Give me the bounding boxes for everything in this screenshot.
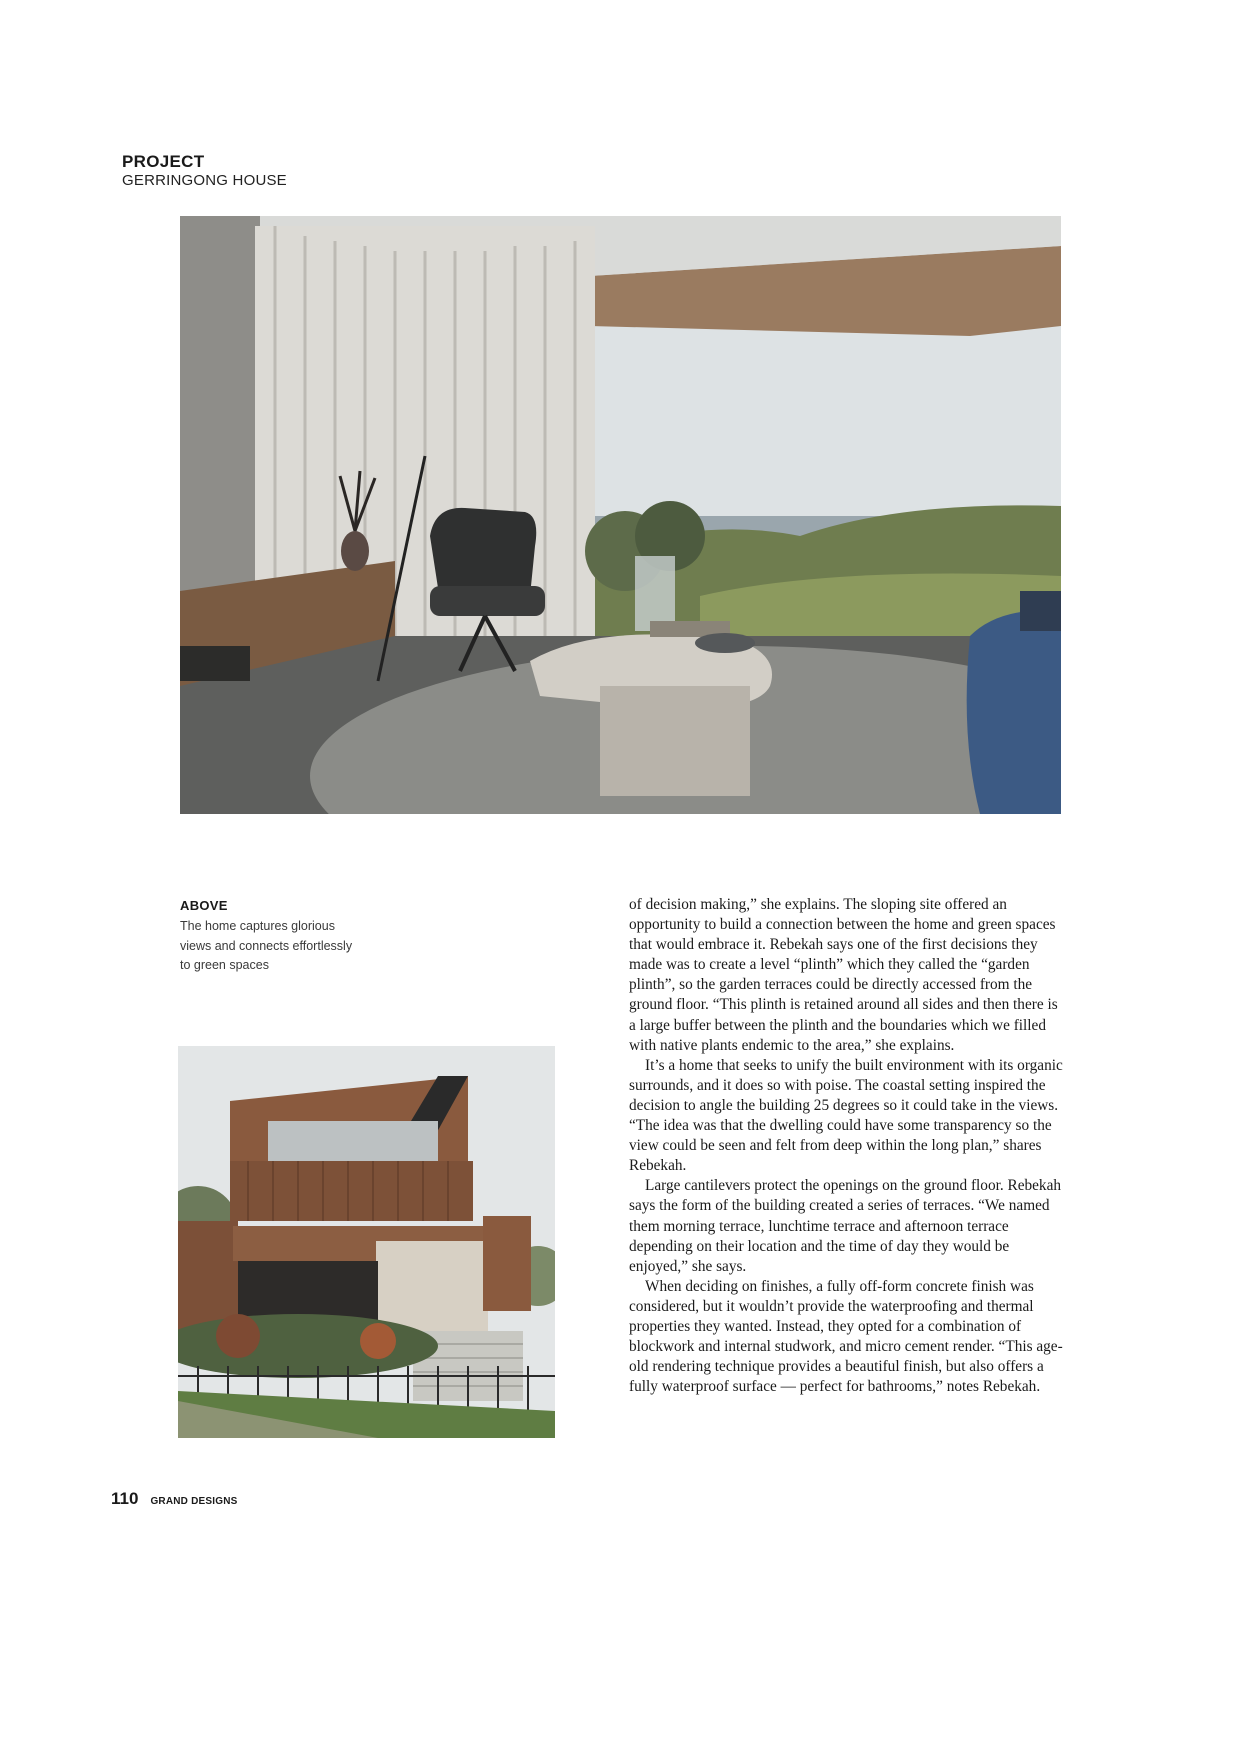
article-paragraph: of decision making,” she explains. The sloping site offered an opportunity to build a connection between the home and green spaces that would embrace it. Rebekah says one of the first decisions they made was to create a level “plinth” which they called the “garden plinth”, so the garden terraces could be directly accessed from the ground floor. “This plinth is retained around all sides and then there is a large buffer between the plinth and the boundaries which we filled with native plants endemic to the area,” she explains. xyxy=(629,896,1058,1054)
exterior-illustration xyxy=(178,1046,555,1438)
page-footer xyxy=(111,1489,238,1509)
caption-line: views and connects effortlessly xyxy=(180,938,353,953)
article-body xyxy=(629,895,1064,1397)
caption-line: to green spaces xyxy=(180,958,269,972)
page-header xyxy=(122,152,287,190)
magazine-name: GRAND DESIGNS xyxy=(150,1496,238,1507)
exterior-photo xyxy=(178,1046,555,1438)
living-room-illustration xyxy=(180,216,1061,814)
article-paragraph: Large cantilevers protect the openings on the ground floor. Rebekah says the form of the building created a series of terraces. “We named them morning terrace, lunchtime terrace and afternoon terrace depending on their location and the time of day they would be enjoyed,” she says. xyxy=(629,1177,1062,1275)
project-title: GERRINGONG HOUSE xyxy=(122,172,287,189)
caption-line: The home captures glorious xyxy=(180,919,335,933)
living-room-photo xyxy=(180,216,1061,814)
section-label: PROJECT xyxy=(122,152,205,171)
article-paragraph: It’s a home that seeks to unify the built environment with its organic surrounds, and it does so with poise. The coastal setting inspired the decision to angle the building 25 degrees so it could take in the views. “The idea was that the dwelling could have some transparency so the view could be seen and felt from deep within the long plan,” shares Rebekah. xyxy=(629,1056,1063,1175)
article-paragraph: When deciding on finishes, a fully off-form concrete finish was considered, but it wouldn’t provide the waterproofing and thermal properties they wanted. Instead, they opted for a combination of blockwork and internal studwork, and micro cement render. “This age-old rendering technique provides a beautiful finish, but also offers a fully waterproof surface — perfect for bathrooms,” notes Rebekah. xyxy=(629,1277,1063,1396)
photo-caption xyxy=(180,898,380,976)
caption-heading: ABOVE xyxy=(180,898,228,913)
page-number: 110 xyxy=(111,1489,139,1508)
caption-text xyxy=(180,917,380,976)
